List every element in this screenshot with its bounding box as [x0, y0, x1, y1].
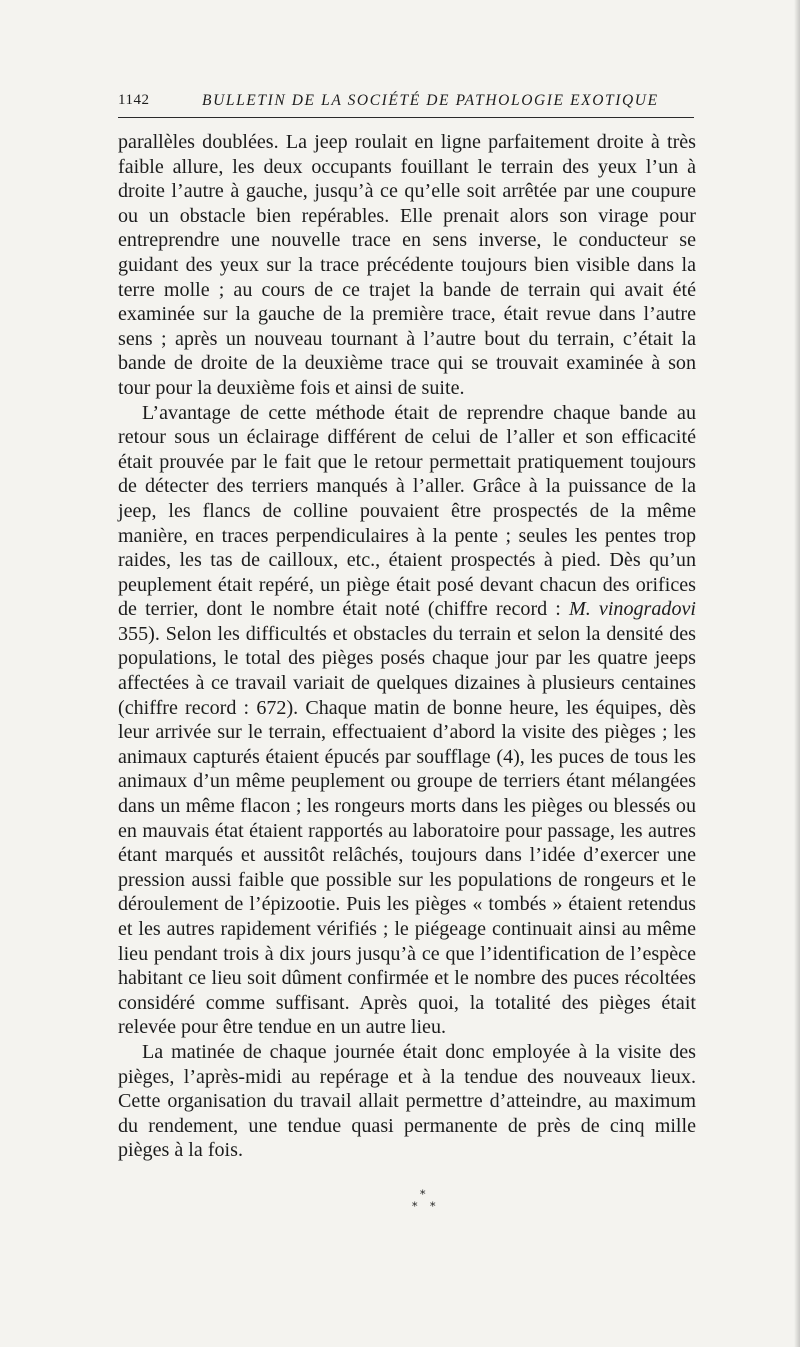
header-rule — [118, 117, 694, 118]
section-asterism — [400, 1188, 460, 1218]
running-title: BULLETIN DE LA SOCIÉTÉ DE PATHOLOGIE EXOTIQUE — [202, 92, 659, 109]
page-number: 1142 — [118, 92, 150, 108]
paragraph-continued: parallèles doublées. La jeep roulait en ligne parfaitement droite à très faible allure, les deux occupants fouillant le terrain des yeux l’un à droite l’autre à gauche, jusqu’à ce qu’elle soit arrêtée par une coupure ou un obstacle bien repérables. Elle prenait alors son virage pour entreprendre une nouvelle trace en sens inverse, le conducteur se guidant des yeux sur la trace précédente toujours bien visible dans la terre molle ; au cours de ce trajet la bande de terrain qui avait été examinée sur la gauche de la première trace, était revue dans l’autre sens ; après un nouveau tournant à l’autre bout du terrain, c’était la bande de droite de la deuxième trace qui se trouvait examinée à son tour pour la deuxième fois et ainsi de suite. — [118, 131, 696, 399]
paragraph-method-advantage: L’avantage de cette méthode était de reprendre chaque bande au retour sous un éclairage différent de celui de l’aller et son efficacité était prouvée par le fait que le retour permettait pratiquement toujours de détecter des terriers manqués à l’aller. Grâce à la puissance de la jeep, les flancs de colline pouvaient être prospectés de la même manière, en traces perpendiculaires à la pente ; seules les pentes trop raides, les tas de cailloux, etc., étaient prospectés à pied. Dès qu’un peuplement était repéré, un piège était posé devant chacun des orifices de terrier, dont le nombre était noté (chiffre record : M. vinogradovi 355). Selon les difficultés et obstacles du terrain et selon la densité des populations, le total des pièges posés chaque jour par les quatre jeeps affectées à ce travail variait de quelques dizaines à plusieurs centaines (chiffre record : 672). Chaque matin de bonne heure, les équipes, dès leur arrivée sur le terrain, effectuaient d’abord la visite des pièges ; les animaux capturés étaient épucés par soufflage (4), les puces de tous les animaux d’un même peuplement ou groupe de terriers étant mélangées dans un même flacon ; les rongeurs morts dans les pièges ou blessés ou en mauvais état étaient rapportés au laboratoire pour passage, les autres étant marqués et aussitôt relâchés, toujours dans l’idée d’exercer une pression aussi faible que possible sur les populations de rongeurs et le déroulement de l’épizootie. Puis les pièges « tombés » étaient retendus et les autres rapidement vérifiés ; le piégeage continuait ainsi au même lieu pendant trois à dix jours jusqu’à ce que l’identification de l’espèce habitant ce lieu soit dûment confirmée et le nombre des puces récoltées considéré comme suffisant. Après quoi, la totalité des pièges était relevée pour être tendue en un autre lieu. — [118, 401, 697, 1039]
paragraph-daily-schedule: La matinée de chaque journée était donc employée à la visite des pièges, l’après-midi au repérage et à la tendue des nouveaux lieux. Cette organisation du travail allait permettre d’atteindre, au maximum du rendement, une tendue quasi permanente de près de cinq mille pièges à la fois. — [118, 1040, 696, 1162]
running-header — [118, 92, 694, 114]
species-name: M. vinogradovi — [569, 598, 697, 621]
asterism-star-top: * — [420, 1188, 426, 1201]
asterism-star-left: * — [412, 1200, 418, 1213]
asterism-star-right: * — [430, 1200, 436, 1213]
body-text — [118, 130, 696, 1163]
page-edge-shadow — [794, 0, 800, 1347]
